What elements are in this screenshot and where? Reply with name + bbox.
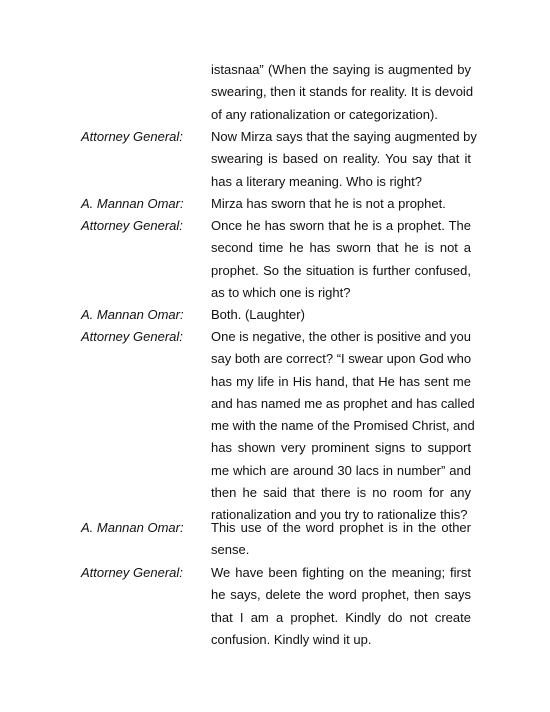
utterance-line: me which are around 30 lacs in number” and xyxy=(211,462,471,478)
utterance-line: confusion. Kindly wind it up. xyxy=(211,631,372,647)
utterance-line: that I am a prophet. Kindly do not create xyxy=(211,609,471,625)
utterance-line: istasnaa” (When the saying is augmented by xyxy=(211,62,471,77)
utterance-line: he says, delete the word prophet, then says xyxy=(211,587,471,603)
utterance-line: of any rationalization or categorization). xyxy=(211,106,438,122)
speaker-label: Attorney General: xyxy=(81,565,183,580)
utterance-line: second time he has sworn that he is not a xyxy=(211,240,471,256)
utterance-line: has a literary meaning. Who is right? xyxy=(211,173,422,189)
utterance-text xyxy=(211,218,471,307)
utterance-text xyxy=(211,520,471,565)
utterance-line: and has named me as prophet and has called xyxy=(211,395,475,411)
utterance-line: rationalization and you try to rationalize this? xyxy=(211,507,468,523)
speaker-label: A. Mannan Omar: xyxy=(81,196,184,211)
utterance-text xyxy=(211,129,477,196)
utterance-line: has shown very prominent signs to support xyxy=(211,440,471,456)
utterance-text xyxy=(211,196,471,218)
utterance-line: Once he has sworn that he is a prophet. The xyxy=(211,218,471,233)
utterance-line: me with the name of the Promised Christ, and xyxy=(211,418,475,434)
utterance-text xyxy=(211,307,471,329)
utterance-line: as to which one is right? xyxy=(211,284,351,300)
utterance-text xyxy=(211,329,475,530)
utterance-line: sense. xyxy=(211,542,250,558)
utterance-line: This use of the word prophet is in the other xyxy=(211,520,471,535)
speaker-label: A. Mannan Omar: xyxy=(81,520,184,535)
utterance-line: Now Mirza says that the saying augmented by xyxy=(211,129,477,144)
utterance-text xyxy=(211,565,471,654)
utterance-line: say both are correct? “I swear upon God who xyxy=(211,351,472,367)
utterance-line: We have been fighting on the meaning; first xyxy=(211,565,471,580)
utterance-text xyxy=(211,62,474,129)
speaker-label: Attorney General: xyxy=(81,129,183,144)
speaker-label: A. Mannan Omar: xyxy=(81,307,184,322)
speaker-label: Attorney General: xyxy=(81,329,183,344)
utterance-line: then he said that there is no room for any xyxy=(211,485,471,501)
utterance-line: One is negative, the other is positive and you xyxy=(211,329,471,344)
utterance-line: swearing is based on reality. You say that it xyxy=(211,151,471,167)
utterance-line: prophet. So the situation is further confused, xyxy=(211,262,471,278)
utterance-line: has my life in His hand, that He has sent me xyxy=(211,373,471,389)
utterance-line: Mirza has sworn that he is not a prophet. xyxy=(211,196,446,211)
speaker-label: Attorney General: xyxy=(81,218,183,233)
utterance-line: swearing, then it stands for reality. It is devoid xyxy=(211,84,474,100)
utterance-line: Both. (Laughter) xyxy=(211,307,305,322)
